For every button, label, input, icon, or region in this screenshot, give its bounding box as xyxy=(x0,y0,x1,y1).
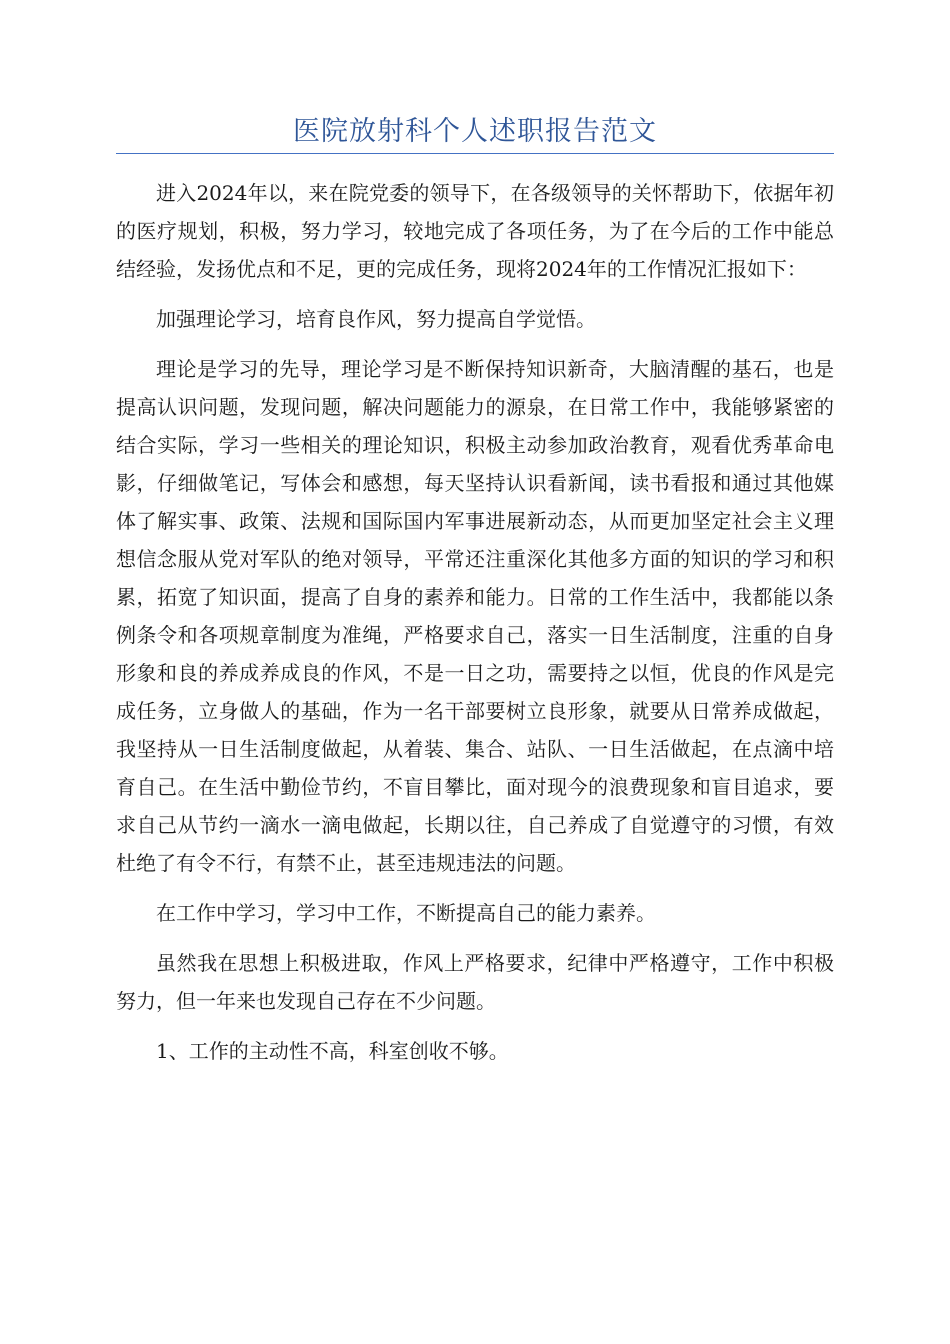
paragraph-heading-work: 在工作中学习，学习中工作，不断提高自己的能力素养。 xyxy=(156,901,656,925)
paragraph-theory: 理论是学习的先导，理论学习是不断保持知识新奇，大脑清醒的基石，也是提高认识问题，发现问题，解决问题能力的源泉，在日常工作中，我能够紧密的结合实际，学习一些相关的理论知识，积极主动参加政治教育，观看优秀革命电影，仔细做笔记，写体会和感想，每天坚持认识看新闻，读书看报和通过其他媒体了解实事、政策、法规和国际国内军事进展新动态，从而更加坚定社会主义理想信念服从党对军队的绝对领导，平常还注重深化其他多方面的知识的学习和积累，拓宽了知识面，提高了自身的素养和能力。日常的工作生活中，我都能以条例条令和各项规章制度为准绳，严格要求自己，落实一日生活制度，注重的自身形象和良的养成养成良的作风，不是一日之功，需要持之以恒，优良的作风是完成任务，立身做人的基础，作为一名干部要树立良形象，就要从日常养成做起，我坚持从一日生活制度做起，从着装、集合、站队、一日生活做起，在点滴中培育自己。在生活中勤俭节约，不盲目攀比，面对现今的浪费现象和盲目追求，要求自己从节约一滴水一滴电做起，长期以往，自己养成了自觉遵守的习惯，有效杜绝了有令不行，有禁不止，甚至违规违法的问题。 xyxy=(116,357,834,875)
paragraph-heading-theory: 加强理论学习，培育良作风，努力提高自学觉悟。 xyxy=(156,307,596,331)
paragraph-problems: 虽然我在思想上积极进取，作风上严格要求，纪律中严格遵守，工作中积极努力，但一年来也发现自己存在不少问题。 xyxy=(116,951,834,1013)
paragraph-intro: 进入2024年以，来在院党委的领导下，在各级领导的关怀帮助下，依据年初的医疗规划，积极，努力学习，较地完成了各项任务，为了在今后的工作中能总结经验，发扬优点和不足，更的完成任务，现将2024年的工作情况汇报如下： xyxy=(116,181,834,281)
document-body xyxy=(116,174,834,1082)
document-title: 医院放射科个人述职报告范文 xyxy=(293,116,657,147)
paragraph-item-1: 1、工作的主动性不高，科室创收不够。 xyxy=(156,1039,509,1063)
title-underline xyxy=(116,153,834,154)
